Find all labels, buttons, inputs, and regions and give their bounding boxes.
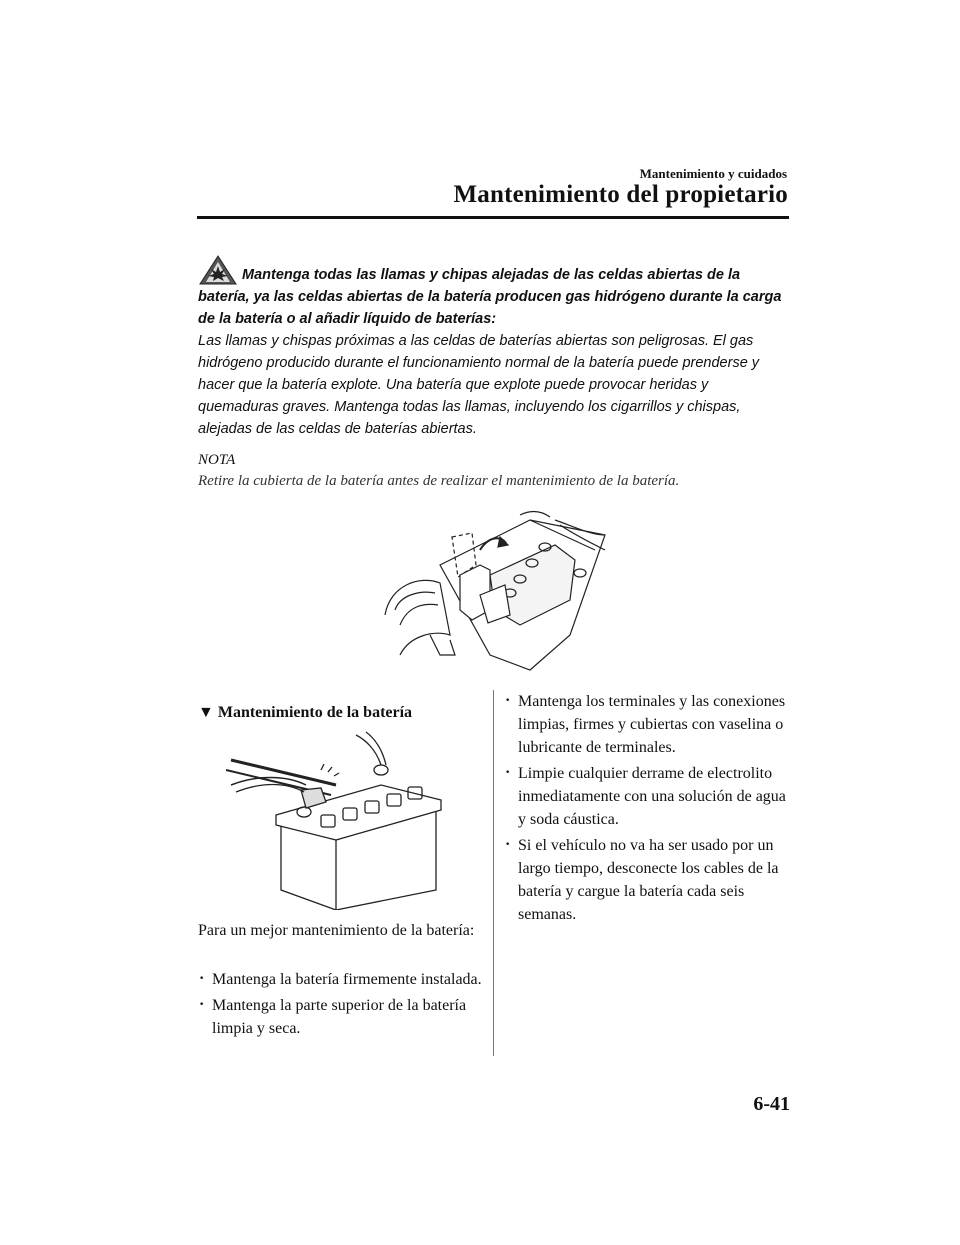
warning-title: Mantenga todas las llamas y chipas alejadas de las celdas abiertas de la batería, ya las celdas abiertas de la batería producen gas hidrógeno durante la carga de la batería o al añadir líquido de baterías: [198,267,782,327]
column-divider [493,690,494,1056]
section-heading: Mantenimiento del propietario [453,181,788,208]
battery-cover-illustration [380,505,610,675]
section-marker-icon: ▼ [198,704,214,721]
list-item: · Si el vehículo no va ha ser usado por un largo tiempo, desconecte los cables de la batería y cargue la batería cada seis semanas. [504,834,794,926]
battery-cleaning-illustration [226,730,464,910]
warning-block [198,254,790,440]
left-maintenance-list [198,968,483,1043]
explosion-warning-icon [198,254,240,286]
note-label: NOTA [198,452,236,468]
section-intro: Para un mejor mantenimiento de la batería: [198,922,475,939]
header-divider [197,216,789,219]
list-item: · Mantenga los terminales y las conexiones limpias, firmes y cubiertas con vaselina o lubricante de terminales. [504,690,794,759]
list-item: · Mantenga la parte superior de la batería limpia y seca. [198,994,483,1040]
chapter-title: Mantenimiento y cuidados [639,166,787,181]
list-item: · Mantenga la batería firmemente instalada. [198,968,483,991]
right-maintenance-list [504,690,794,929]
page-number: 6-41 [753,1093,790,1115]
section-title-text: Mantenimiento de la batería [217,704,413,721]
warning-body: Las llamas y chispas próximas a las celdas de baterías abiertas son peligrosas. El gas hidrógeno producido durante el funcionamiento normal de la batería puede prenderse y hacer que la batería explote. Una batería que explote puede provocar heridas y quemaduras graves. Mantenga todas las llamas, incluyendo los cigarrillos y chispas, alejadas de las celdas de baterías abiertas. [198,333,760,437]
list-item: · Limpie cualquier derrame de electrolito inmediatamente con una solución de agua y soda cáustica. [504,762,794,831]
warning-title-line [198,254,790,330]
note-text: Retire la cubierta de la batería antes de realizar el mantenimiento de la batería. [198,473,680,489]
section-title [198,704,412,722]
